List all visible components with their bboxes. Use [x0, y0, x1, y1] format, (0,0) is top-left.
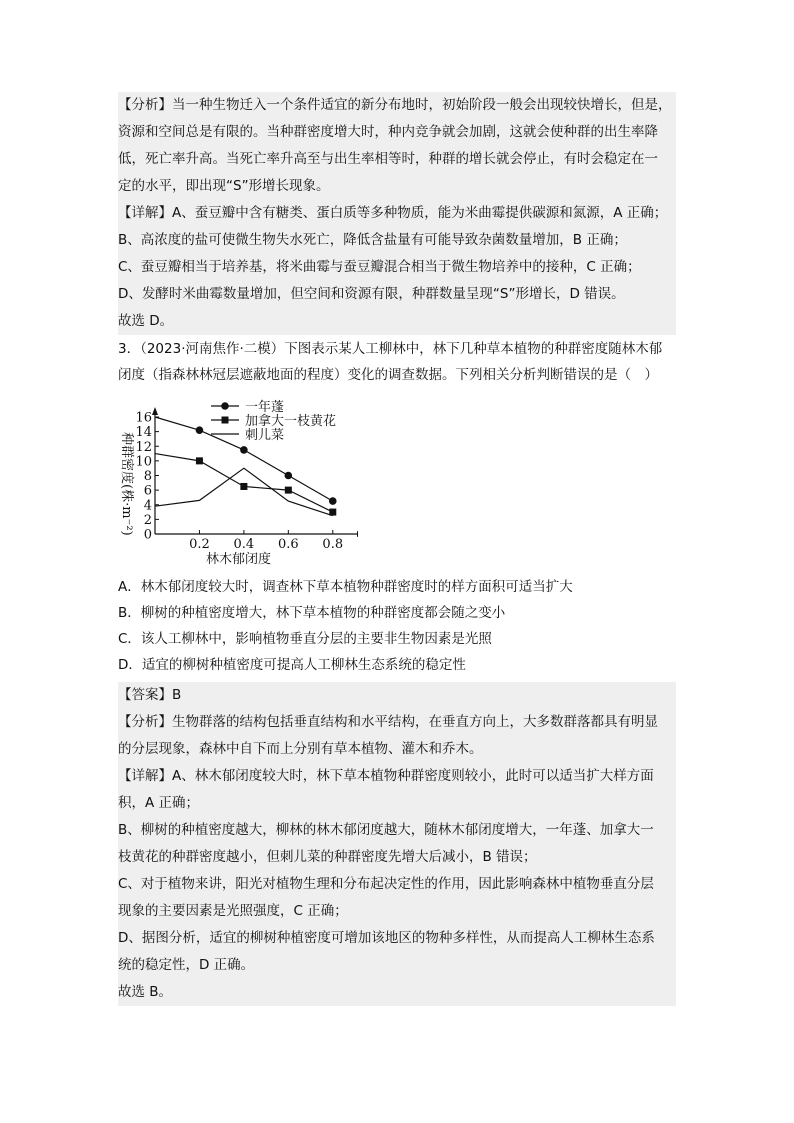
y-tick-label: 10: [135, 454, 152, 470]
y-tick-label: 16: [135, 410, 152, 426]
option-c: C．该人工柳林中，影响植物垂直分层的主要非生物因素是光照: [118, 631, 492, 647]
x-axis-label: 林木郁闭度: [206, 552, 272, 567]
legend-label: 加拿大一枝黄花: [245, 414, 337, 429]
text-line: B、高浓度的盐可使微生物失水死亡，降低含盐量有可能导致杂菌数量增加，B 正确；: [118, 232, 627, 248]
y-tick-label: 6: [143, 483, 152, 499]
x-tick-label: 0.6: [277, 537, 299, 552]
question-stem: [118, 336, 678, 388]
text-line: 【分析】当一种生物迁入一个条件适宜的新分布地时，初始阶段一般会出现较快增长，但是，: [118, 97, 672, 113]
option-a: A．林木郁闭度较大时，调查林下草本植物种群密度时的样方面积可适当扩大: [118, 579, 573, 595]
line-chart-svg: [118, 392, 358, 568]
y-tick-label: 2: [143, 512, 152, 528]
option-d: D．适宜的柳树种植密度可提高人工柳林生态系统的稳定性: [118, 657, 466, 673]
y-axis-arrow: [152, 407, 158, 415]
text-line: B、柳树的种植密度越大，柳林的林木郁闭度越大，随林木郁闭度增大，一年蓬、加拿大一: [118, 822, 654, 838]
text-line: 闭度（指森林林冠层遮蔽地面的程度）变化的调查数据。下列相关分析判断错误的是（ ）: [118, 367, 658, 383]
y-tick-label: 0: [143, 527, 152, 543]
text-line: 【分析】生物群落的结构包括垂直结构和水平结构，在垂直方向上，大多数群落都具有明显: [118, 714, 658, 730]
text-line: 故选 B。: [118, 984, 173, 1000]
data-point: [285, 487, 292, 494]
text-line: 故选 D。: [118, 313, 174, 329]
y-axis-label: 种群密度(株·m⁻²): [119, 432, 134, 536]
legend-label: 一年蓬: [245, 400, 285, 415]
text-line: 的分层现象，森林中自下而上分别有草本植物、灌木和乔木。: [118, 741, 483, 757]
text-line: 低，死亡率升高。当死亡率升高至与出生率相等时，种群的增长就会停止，有时会稳定在一: [118, 151, 658, 167]
population-density-chart: [118, 392, 358, 568]
answer-block: [118, 682, 676, 1006]
data-point: [196, 457, 203, 464]
y-tick-label: 14: [135, 425, 152, 441]
text-line: 积，A 正确；: [118, 795, 200, 811]
text-line: 【详解】A、林木郁闭度较大时，林下草本植物种群密度则较小，此时可以适当扩大样方面: [118, 768, 654, 784]
text-line: D、发酵时米曲霉数量增加，但空间和资源有限，种群数量呈现“S”形增长，D 错误。: [118, 286, 625, 302]
legend-marker: [222, 417, 229, 424]
x-tick-label: 0.2: [189, 537, 210, 552]
text-line: 【详解】A、蚕豆瓣中含有糖类、蛋白质等多种物质，能为米曲霉提供碳源和氮源，A 正确；: [118, 205, 668, 221]
text-line: C、蚕豆瓣相当于培养基，将米曲霉与蚕豆瓣混合相当于微生物培养中的接种，C 正确；: [118, 259, 641, 275]
legend-label: 刺儿菜: [245, 428, 285, 443]
legend-marker: [221, 402, 229, 410]
y-tick-label: 12: [135, 439, 152, 455]
text-line: 3．（2023·河南焦作·二模）下图表示某人工柳林中，林下几种草本植物的种群密度随林木郁: [118, 341, 663, 357]
series-line-3: [155, 468, 333, 516]
text-line: D、据图分析，适宜的柳树种植密度可增加该地区的物种多样性，从而提高人工柳林生态系: [118, 930, 655, 946]
text-line: 现象的主要因素是光照强度，C 正确；: [118, 903, 348, 919]
data-point: [240, 483, 247, 490]
text-line: 定的水平，即出现“S”形增长现象。: [118, 178, 330, 194]
option-b: B．柳树的种植密度增大，林下草本植物的种群密度都会随之变小: [118, 605, 506, 621]
data-point: [285, 472, 293, 480]
data-point: [240, 446, 248, 454]
text-line: 统的稳定性，D 正确。: [118, 957, 255, 973]
text-line: C、对于植物来讲，阳光对植物生理和分布起决定性的作用，因此影响森林中植物垂直分层: [118, 876, 654, 892]
text-line: 枝黄花的种群密度越小，但刺儿菜的种群密度先增大后减小，B 错误；: [118, 849, 537, 865]
analysis-block-1: [118, 92, 676, 335]
text-line: 资源和空间总是有限的。当种群密度增大时，种内竞争就会加剧，这就会使种群的出生率降: [118, 124, 658, 140]
answer-line: 【答案】B: [118, 687, 182, 703]
options-list: [118, 574, 678, 678]
x-tick-label: 0.4: [233, 537, 255, 552]
x-axis-arrow: [357, 531, 358, 537]
y-tick-label: 4: [143, 498, 152, 514]
data-point: [329, 497, 337, 505]
x-tick-label: 0.8: [322, 537, 344, 552]
y-tick-label: 8: [143, 469, 152, 484]
data-point: [196, 426, 204, 434]
